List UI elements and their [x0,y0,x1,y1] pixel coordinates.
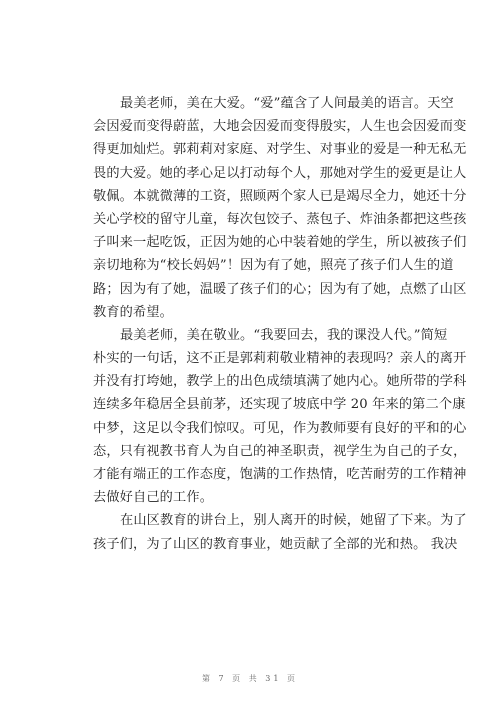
paragraph-line: 得更加灿烂。郭莉莉对家庭、对学生、对事业的爱是一种无私无 [93,142,467,158]
paragraph-line: 态，只有视教书育人为自己的神圣职责，视学生为自己的子女， [93,443,467,459]
paragraph-line: 敬佩。本就微薄的工资，照顾两个家人已是竭尽全力，她还十分 [93,188,467,204]
paragraph-line: 路；因为有了她，温暖了孩子们的心；因为有了她，点燃了山区 [93,281,467,297]
paragraph-line: 并没有打垮她，教学上的出色成绩填满了她内心。她所带的学科 [93,374,467,390]
paragraph-line: 教育的希望。 [93,304,174,320]
paragraph-line: 连续多年稳居全县前茅，还实现了坡底中学 20 年来的第二个康 [93,397,466,413]
paragraph-line: 最美老师，美在敬业。“我要回去，我的课没人代。”简短 [120,327,448,343]
paragraph-line: 关心学校的留守儿童，每次包饺子、蒸包子、炸油条都把这些孩 [93,211,467,227]
page-footer: 第 7 页 共 31 页 [202,674,298,683]
paragraph-line: 子叫来一起吃饭，正因为她的心中装着她的学生，所以被孩子们 [93,235,467,251]
paragraph-line: 最美老师，美在大爱。“爱”蕴含了人间最美的语言。天空 [120,96,454,111]
paragraph-line: 才能有端正的工作态度，饱满的工作热情，吃苦耐劳的工作精神 [93,467,467,482]
paragraph-line: 畏的大爱。她的孝心足以打动每个人，那她对学生的爱更是让人 [93,165,467,181]
body-text [93,92,467,556]
paragraph-line: 会因爱而变得蔚蓝，大地会因爱而变得殷实，人生也会因爱而变 [93,119,467,135]
paragraph-line: 在山区教育的讲台上，别人离开的时候，她留了下来。为了 [120,513,467,529]
paragraph-line: 去做好自己的工作。 [93,490,214,506]
paragraph-line: 亲切地称为“校长妈妈”！因为有了她，照亮了孩子们人生的道 [93,258,454,274]
paragraph-line: 中梦，这足以令我们惊叹。可见，作为教师要有良好的平和的心 [93,420,467,436]
paragraph-line: 孩子们，为了山区的教育事业，她贡献了全部的光和热。 我决 [93,536,458,552]
paragraph-line: 朴实的一句话，这不正是郭莉莉敬业精神的表现吗？亲人的离开 [93,351,467,367]
